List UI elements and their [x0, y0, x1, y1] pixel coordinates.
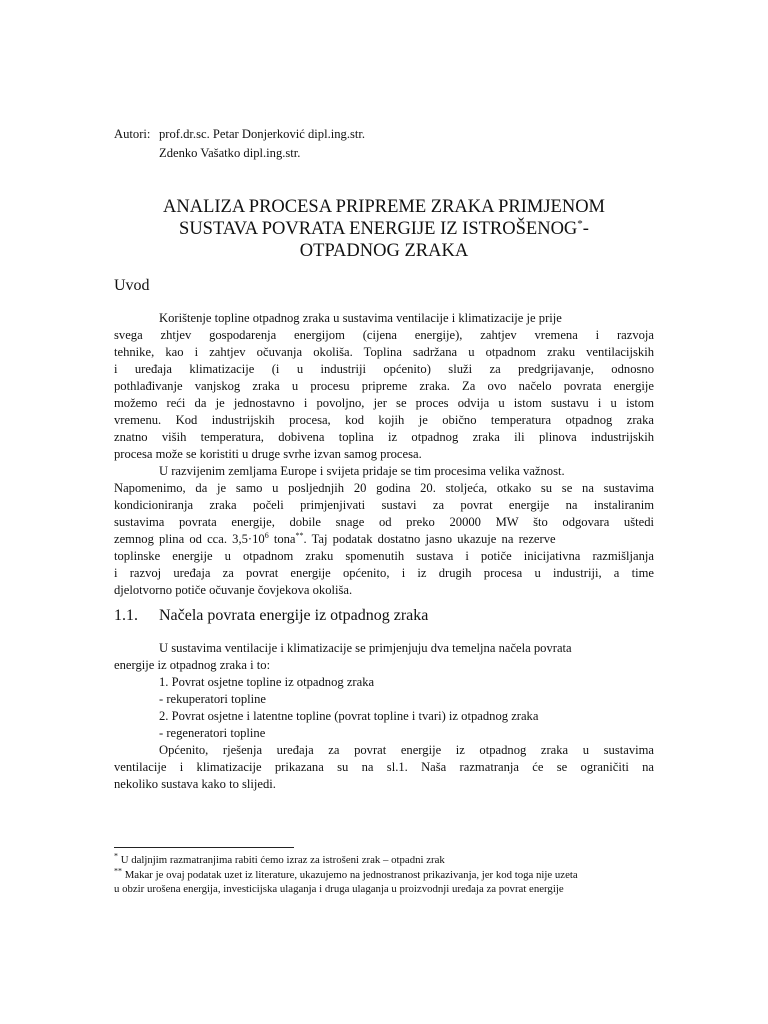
intro-p2-line-5: zemnog plina od cca. $3,5\cdot 10^6$ tona**. Taj podatak dostatno jasno ukazuje na rezerve	[114, 530, 556, 546]
title-line-3: OTPADNOG ZRAKA	[299, 241, 469, 261]
footnote-2-line-2: u obzir urošena energija, investicijska ulaganja i druga ulaganja u proizvodnji uređaja za povrat energije	[114, 883, 564, 895]
section-heading: Načela povrata energije iz otpadnog zraka	[159, 607, 429, 624]
section-number: 1.1.	[114, 607, 138, 624]
intro-p2-line-4: sustavima povrata energije, dobile snage od preko 20000 MW što odgovara uštedi	[114, 515, 654, 529]
section-p1-line-1: U sustavima ventilacije i klimatizacije se primjenjuju dva temeljna načela povrata	[159, 641, 572, 655]
footnote-divider	[114, 847, 294, 848]
intro-p2-line-6: toplinske energije u otpadnom zraku spomenutih sustava i potiče inicijativna razmišljanja	[114, 549, 654, 563]
intro-p2-line-2: Napomenimo, da je samo u posljednjih 20 godina 20. stoljeća, otkako su se na sustavima	[114, 481, 654, 495]
title-line-2: SUSTAVA POVRATA ENERGIJE IZ ISTROŠENOG*-	[179, 217, 589, 239]
list-item-1-sub: - rekuperatori topline	[159, 692, 267, 706]
list-item-2: 2. Povrat osjetne i latentne topline (povrat topline i tvari) iz otpadnog zraka	[159, 709, 539, 723]
intro-p1-line-2: svega zhtjev gospodarenja energijom (cijena energije), zahtjev vremena i razvoja	[114, 328, 654, 342]
section-p2-line-3: nekoliko sustava kako to slijedi.	[114, 777, 276, 791]
list-item-1: 1. Povrat osjetne topline iz otpadnog zraka	[159, 675, 375, 689]
section-p2-line-2: ventilacije i klimatizacije prikazana su na sl.1. Naša razmatranja će se ograničiti na	[114, 760, 654, 774]
list-item-2-sub: - regeneratori topline	[159, 726, 266, 740]
footnote-ref-2: **	[295, 530, 304, 540]
footnote-2-line-1: ** Makar je ovaj podatak uzet iz literature, ukazujemo na jednostranost prikazivanja, jer kod toga nije uzeta	[114, 866, 578, 881]
footnote-1: * U daljnjim razmatranjima rabiti ćemo izraz za istrošeni zrak – otpadni zrak	[114, 851, 445, 866]
title-footnote-mark: *	[577, 217, 583, 230]
intro-p1-line-7: vremenu. Kod industrijskih procesa, kod kojih je obično temperatura otpadnog zraka	[114, 413, 654, 427]
intro-p1-line-4: i uređaja klimatizacije (i u industriji općenito) služi za predgrijavanje, odnosno	[114, 362, 654, 376]
intro-heading: Uvod	[114, 277, 150, 294]
intro-p1-line-6: možemo reći da je jednostavno i povoljno, jer se proces odvija u istom sustavu i u istom	[114, 396, 654, 410]
intro-p1-line-5: pothlađivanje vanjskog zraka u procesu pripreme zraka. Za ovo načelo povrata energije	[114, 379, 654, 393]
intro-p2-line-8: djelotvorno potiče očuvanje čovjekova okoliša.	[114, 583, 353, 597]
intro-p1-line-8: znatno viših temperatura, dobivena toplina iz otpadnog zraka ili plinova industrijskih	[114, 430, 654, 444]
author-2: Zdenko Vašatko dipl.ing.str.	[159, 146, 301, 160]
author-1: prof.dr.sc. Petar Donjerković dipl.ing.str.	[159, 127, 366, 141]
section-p1-line-2: energije iz otpadnog zraka i to:	[114, 658, 271, 672]
title-line-1: ANALIZA PROCESA PRIPREME ZRAKA PRIMJENOM	[162, 197, 605, 217]
intro-p1-line-1: Korištenje topline otpadnog zraka u sustavima ventilacije i klimatizacije je prije	[159, 311, 562, 325]
intro-p2-line-3: kondicioniranja zraka počeli primjenjivati sustavi za povrat energije na instaliranim	[114, 498, 654, 512]
section-p2-line-1: Općenito, rješenja uređaja za povrat energije iz otpadnog zraka u sustavima	[159, 743, 654, 757]
intro-p2-line-7: i razvoj uređaja za povrat energije općenito, i iz drugih procesa u industriji, a time	[114, 566, 654, 580]
intro-p1-line-3: tehnike, kao i zahtjev očuvanja okoliša. Toplina sadržana u otpadnom zraku ventilacijskih	[114, 345, 654, 359]
authors-label: Autori:	[114, 127, 151, 141]
intro-p2-line-1: U razvijenim zemljama Europe i svijeta pridaje se tim procesima velika važnost.	[159, 464, 565, 478]
intro-p1-line-9: procesa može se koristiti u druge svrhe izvan samog procesa.	[114, 447, 422, 461]
